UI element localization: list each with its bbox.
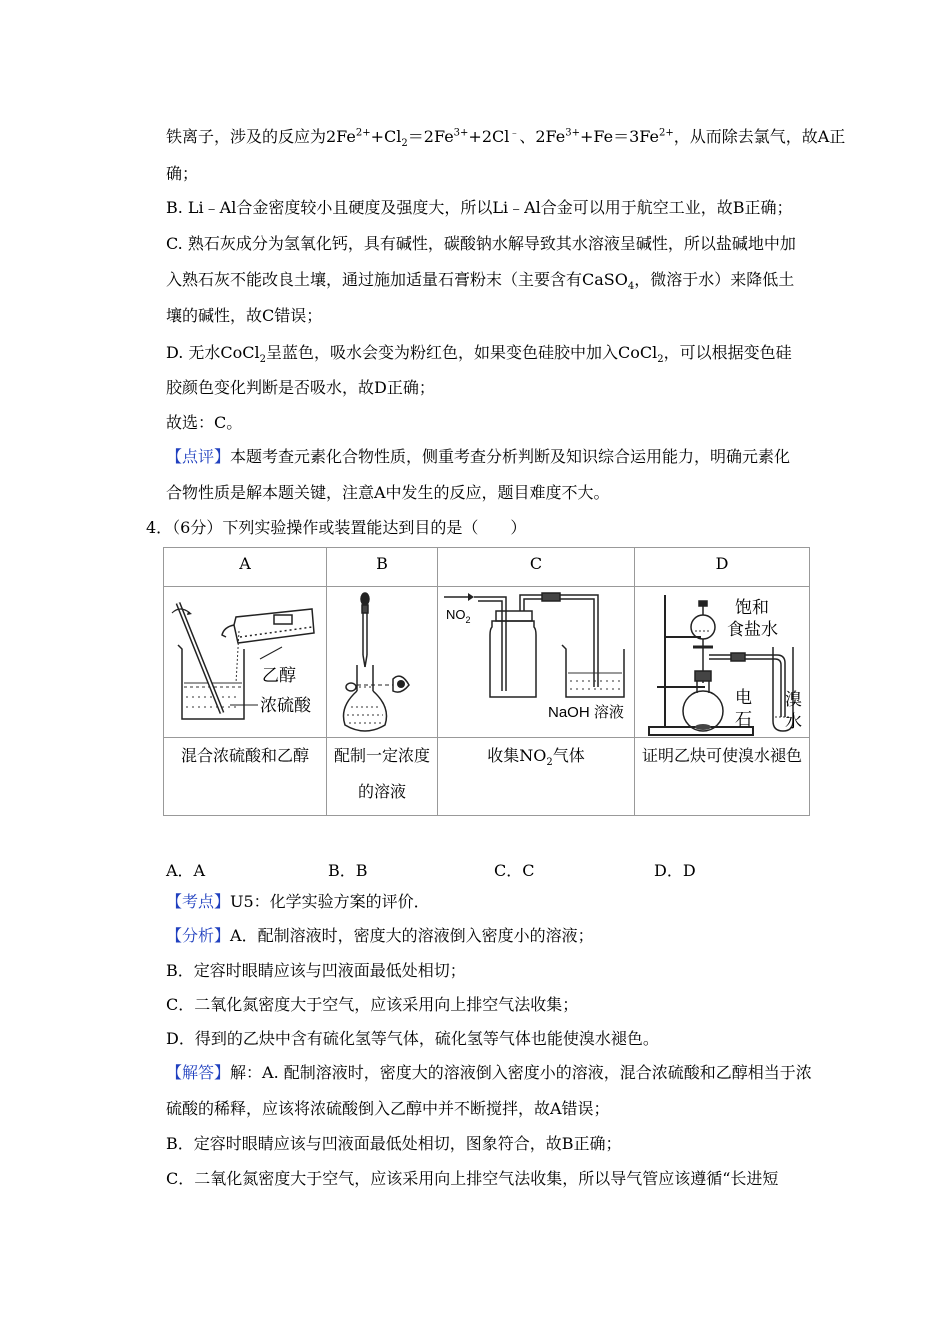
label-carbide-2: 石 — [735, 710, 752, 729]
label-conc-acid: 浓硫酸 — [260, 696, 311, 715]
jieda-line-4: C．二氧化氮密度大于空气，应该采用向上排空气法收集，所以导气管应该遵循“长进短 — [166, 1169, 779, 1188]
label-carbide-1: 电 — [735, 688, 752, 707]
fenxi-line-2: B．定容时眼睛应该与凹液面最低处相切； — [166, 961, 466, 980]
kaodian-line: 【考点】U5：化学实验方案的评价． — [166, 892, 430, 911]
label-brine-2: 食盐水 — [727, 620, 778, 639]
text-line-2: 确； — [166, 164, 199, 183]
jieda-tag: 【解答】 — [166, 1063, 231, 1082]
kaodian-tag: 【考点】 — [166, 892, 231, 911]
label-bromine-1: 溴 — [785, 690, 802, 709]
question-table — [163, 547, 810, 816]
jieda-line-2: 硫酸的稀释，应该将浓硫酸倒入乙醇中并不断搅拌，故A错误； — [166, 1099, 610, 1118]
choice-b: B．B — [328, 861, 368, 880]
figure-b — [327, 587, 438, 738]
header-d: D — [635, 548, 810, 587]
text-line-1: 铁离子，涉及的反应为$2Fe^{2+}+Cl_2=2Fe^{3+}+2Cl^﹣$、$2Fe^{3+}+Fe=3Fe^{2+}$，从而除去氯气，故A正 — [166, 127, 846, 150]
choice-c: C．C — [494, 861, 535, 880]
caption-d: 证明乙炔可使溴水褪色 — [635, 738, 810, 816]
flask-d — [683, 671, 723, 731]
reagent-bottle — [222, 609, 314, 643]
label-naoh: NaOH 溶液 — [548, 704, 624, 721]
text-line-4: C. 熟石灰成分为氢氧化钙，具有碱性，碳酸钠水解导致其水溶液呈碱性，所以盐碱地中加 — [166, 234, 796, 253]
label-no2: $NO_2$ — [446, 607, 471, 625]
choice-a: A．A — [166, 861, 206, 880]
text-line-5: 入熟石灰不能改良土壤，通过施加适量石膏粉末（主要含有CaSO$_4$，微溶于水）来降低土 — [166, 270, 795, 293]
flask-liquid — [347, 687, 383, 723]
carbide — [695, 724, 711, 730]
fenxi-line-4: D．得到的乙炔中含有硫化氢等气体，硫化氢等气体也能使溴水褪色。 — [166, 1029, 659, 1048]
text-line-3: B. Li﹣Al合金密度较小且硬度及强度大，所以Li﹣Al合金可以用于航空工业，故B正确； — [166, 198, 793, 217]
question-stem: 4．（6分）下列实验操作或装置能达到目的是（ ） — [146, 518, 527, 537]
figure-a — [164, 587, 327, 738]
fenxi-line-1: 【分析】A．配制溶液时，密度大的溶液倒入密度小的溶液； — [166, 926, 594, 945]
header-a: A — [164, 548, 327, 587]
label-ethanol: 乙醇 — [262, 666, 296, 685]
arrow-icon — [468, 593, 474, 601]
header-b: B — [327, 548, 438, 587]
label-brine-1: 饱和 — [735, 598, 769, 617]
fenxi-tag: 【分析】 — [166, 926, 231, 945]
gas-bottle — [474, 593, 598, 697]
label-bromine-2: 水 — [785, 712, 802, 731]
comment-line-2: 合物性质是解本题关键，注意A中发生的反应，题目难度不大。 — [166, 483, 610, 502]
text-line-9: 故选：C。 — [166, 413, 243, 432]
volumetric-flask — [344, 665, 387, 731]
jieda-line-3: B．定容时眼睛应该与凹液面最低处相切，图象符合，故B正确； — [166, 1134, 622, 1153]
text-line-8: 胶颜色变化判断是否吸水，故D正确； — [166, 378, 435, 397]
caption-c: 收集$NO_2$气体 — [438, 738, 635, 816]
jieda-line-1: 【解答】解：A. 配制溶液时，密度大的溶液倒入密度小的溶液，混合浓硫酸和乙醇相当于浓 — [166, 1063, 812, 1082]
text-line-6: 壤的碱性，故C错误； — [166, 306, 323, 325]
comment-tag: 【点评】 — [166, 447, 231, 466]
caption-a: 混合浓硫酸和乙醇 — [164, 738, 327, 816]
choice-d: D．D — [654, 861, 696, 880]
text-line-7: D. 无水CoCl$_2$呈蓝色，吸水会变为粉红色，如果变色硅胶中加入CoCl$_2$，可以根据变色硅 — [166, 343, 792, 366]
dropper — [361, 593, 369, 667]
fenxi-line-3: C．二氧化氮密度大于空气，应该采用向上排空气法收集； — [166, 995, 579, 1014]
figure-c — [438, 587, 635, 738]
comment-line-1: 【点评】本题考查元素化合物性质，侧重考查分析判断及知识综合运用能力，明确元素化 — [166, 447, 791, 466]
caption-b: 配制一定浓度 的溶液 — [327, 738, 438, 816]
figure-d — [635, 587, 810, 738]
eye-icon — [393, 676, 409, 692]
header-c: C — [438, 548, 635, 587]
